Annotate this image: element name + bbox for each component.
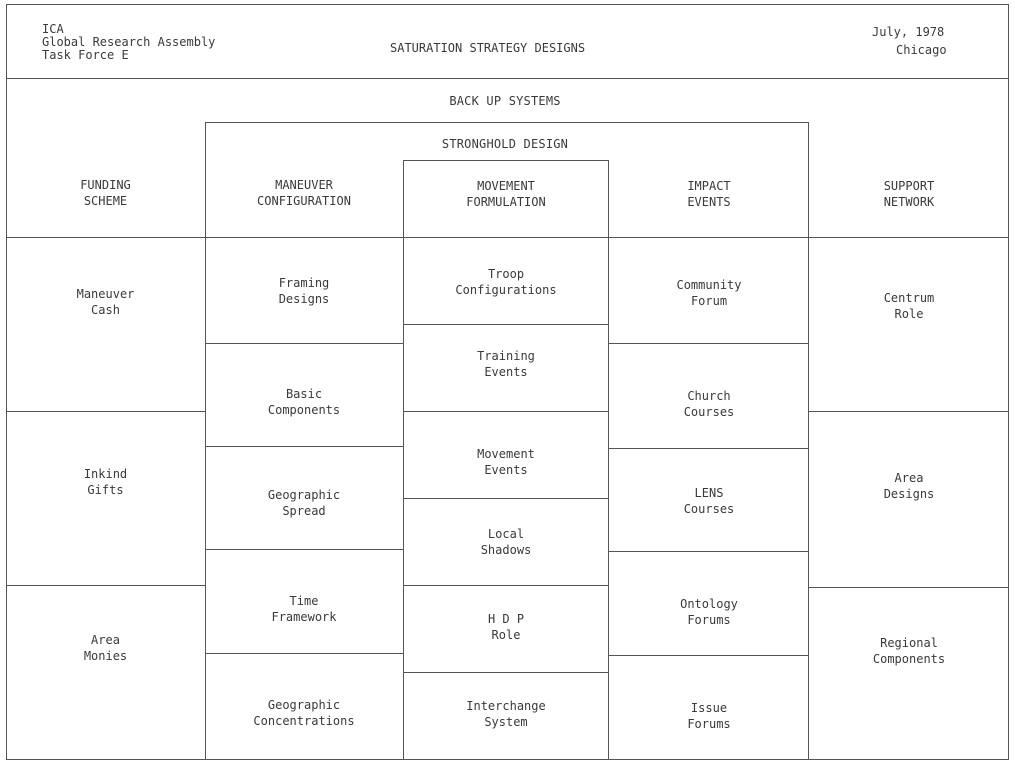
maneuver-item: Geographic Spread xyxy=(267,488,341,518)
stronghold-design-title: STRONGHOLD DESIGN xyxy=(441,137,569,151)
movement-formulation-heading: MOVEMENT FORMULATION xyxy=(466,179,546,209)
maneuver-item: Basic Components xyxy=(267,387,341,417)
support-item: Regional Components xyxy=(872,636,946,666)
funding-item: Inkind Gifts xyxy=(83,467,128,497)
support-item: Centrum Role xyxy=(883,291,935,321)
movement-item: Training Events xyxy=(477,349,535,379)
funding-item: Maneuver Cash xyxy=(76,287,135,317)
impact-item: LENS Courses xyxy=(683,486,735,516)
maneuver-item: Geographic Concentrations xyxy=(253,698,355,728)
movement-item: Local Shadows xyxy=(480,527,532,557)
movement-item: Movement Events xyxy=(477,447,535,477)
funding-scheme-heading: FUNDING SCHEME xyxy=(80,178,131,208)
maneuver-item: Time Framework xyxy=(271,594,337,624)
movement-item: Troop Configurations xyxy=(455,267,557,297)
movement-item: H D P Role xyxy=(487,612,525,642)
impact-item: Church Courses xyxy=(683,389,735,419)
date: July, 1978 xyxy=(872,25,945,39)
movement-item: Interchange System xyxy=(466,699,546,729)
impact-item: Community Forum xyxy=(676,278,742,308)
funding-item: Area Monies xyxy=(83,633,128,663)
maneuver-item: Framing Designs xyxy=(278,275,330,306)
support-network-heading: SUPPORT NETWORK xyxy=(883,179,935,209)
org-name: ICA Global Research Assembly Task Force E xyxy=(42,22,216,62)
support-item: Area Designs xyxy=(883,471,935,501)
place: Chicago xyxy=(896,43,947,57)
impact-item: Ontology Forums xyxy=(680,597,738,627)
maneuver-configuration-heading: MANEUVER CONFIGURATION xyxy=(257,178,351,208)
impact-events-heading: IMPACT EVENTS xyxy=(687,179,731,209)
document-title: SATURATION STRATEGY DESIGNS xyxy=(390,41,586,55)
backup-systems-title: BACK UP SYSTEMS xyxy=(449,94,561,108)
impact-item: Issue Forums xyxy=(687,701,731,731)
